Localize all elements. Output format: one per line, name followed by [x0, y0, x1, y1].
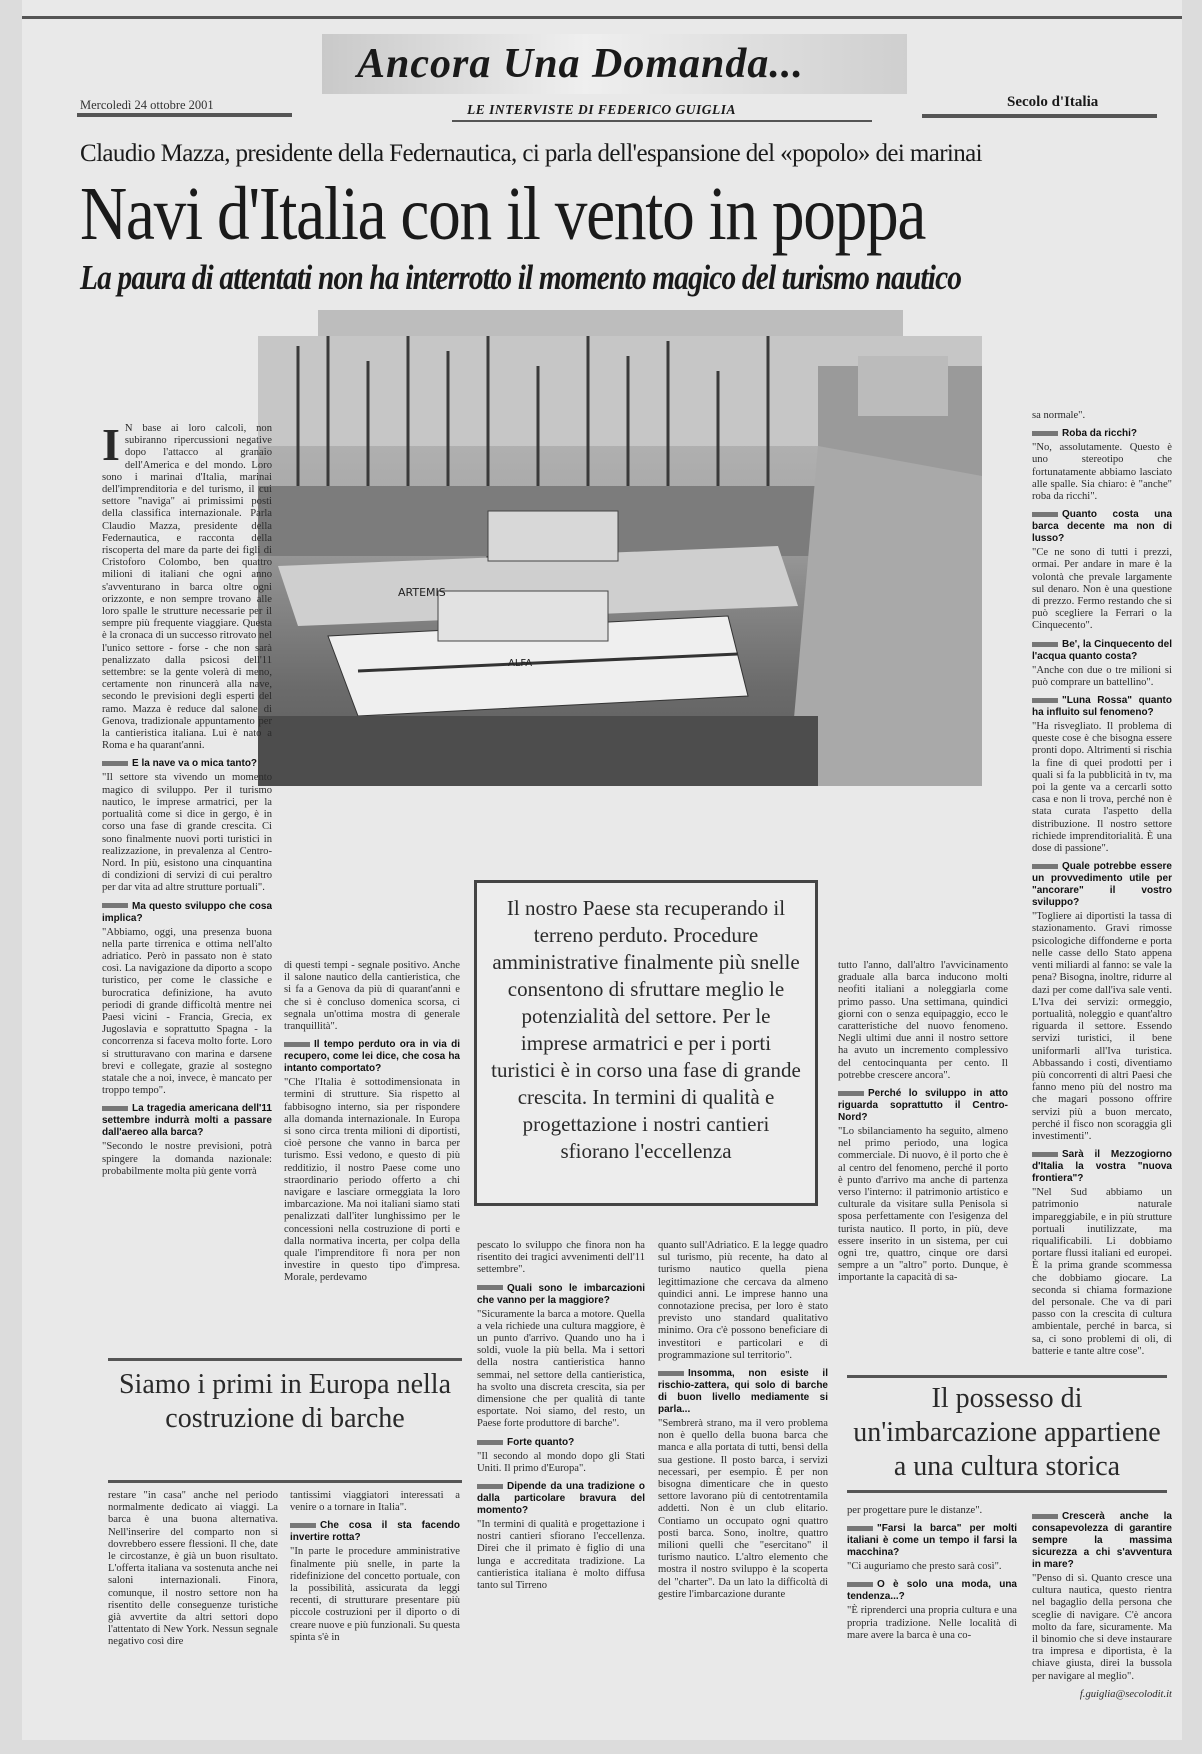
question-13: Roba da ricchi? — [1032, 428, 1172, 440]
signature: f.guiglia@secolodit.it — [1079, 1688, 1172, 1700]
column-6-top: sa normale". — [1032, 410, 1086, 421]
article-kicker: Claudio Mazza, presidente della Federnautica, ci parla dell'espansione del «popolo» dei marinai — [80, 140, 983, 167]
subtitle-rule — [452, 120, 872, 122]
question-2: Ma questo sviluppo che cosa implica? — [102, 900, 272, 924]
answer-10: "Lo sbilanciamento ha seguito, almeno nel primo periodo, una logica commerciale. Di nuovo, è il porto che è al centro del fenomeno, perché il porto è punto d'arrivo ma anche di partenza verso l'interno: il patrimonio artistico e culturale da visitare sulla Penisola si sposa perfettamente con l'esigenza del turista nautico. Il porto, in più, deve essere inserito in un sistema, per cui ogni tre, quattro, cinque ore darsi sempre a un "altro" porto. Dunque, è importante la capacità di sa- — [838, 1126, 1008, 1284]
newspaper-page — [22, 0, 1182, 1740]
answer-18: "Nel Sud abbiamo un patrimonio naturale impareggiabile, e in più strutture portuali inutilizzate, ma riqualificabili. Li dobbiamo portare flussi italiani ed europei. È la prima grande scommessa che dobbiamo giocare. La seconda si chiama formazione del personale. Che va di pari passo con la crescita di cultura ambientale, perché in barca, si sa, ci sono problemi di oli, di batterie e tante altre cose". — [1032, 1187, 1172, 1357]
column-5 — [838, 960, 1008, 1360]
question-19: Crescerà anche la consapevolezza di garantire sempre la massima sicurezza a chi s'avventura in mare? — [1032, 1511, 1172, 1570]
answer-4: "Che l'Italia è sottodimensionata in termini di strutture. Sia rispetto al fabbisogno interno, sia per rispondere alla domanda internazionale. In Europa si sono circa trenta milioni di diportisti, cioè persone che vanno in barca per turismo. Essi vedono, e questo di più redditizio, il nostro Paese come uno straordinario periodo offerto a chi navigare e lasciare ormeggiata la loro imbarcazione. Ma noi italiani siamo stati penalizzati dall'iter lunghissimo per le concessioni nella costruzione di porti e dalla normativa incerta, per colpa della quale l'imprenditore fi nora per non investire in questo tipo d'impresa. Morale, perdevamo — [284, 1077, 460, 1284]
boat-name-artemis: ARTEMIS — [398, 586, 446, 599]
question-18: Sarà il Mezzogiorno d'Italia la vostra "nuova frontiera"? — [1032, 1149, 1172, 1185]
column-6-bottom — [1032, 1505, 1172, 1730]
answer-8: "In termini di qualità e progettazione i nostri cantieri sfiorano l'eccellenza. Direi che il primato è figlio di una lunga e accreditata tradizione. La cantieristica italiana è molto diffusa tanto sul Tirreno — [477, 1519, 645, 1592]
question-1: E la nave va o mica tanto? — [102, 758, 272, 770]
question-17: Quale potrebbe essere un provvedimento utile per "ancorare" il vostro sviluppo? — [1032, 861, 1172, 909]
harbor-photo — [258, 336, 982, 786]
answer-16: "Ha risvegliato. Il problema di queste cose è che bisogna essere pronti dopo. Altrimenti si rischia la fine di quei prodotti per i quali si fa la pubblicità in tv, ma poi la gente va a cercarli sotto casa e non li trova, perché non è stata curata l'aspetto della distribuzione. Il nostro settore richiede imprenditorialità. È una dose di passione". — [1032, 721, 1172, 855]
header-date: Mercoledì 24 ottobre 2001 — [80, 98, 214, 112]
photo-frame-band — [318, 310, 903, 338]
answer-13: "No, assolutamente. Questo è uno stereotipo che fortunatamente abbiamo lasciato alle spalle. Sia chiaro: è "anche" roba da ricchi". — [1032, 442, 1172, 503]
series-subtitle: LE INTERVISTE DI FEDERICO GUIGLIA — [467, 102, 737, 117]
answer-19: "Penso di sì. Quanto cresce una cultura nautica, questo rientra nel bagaglio della persona che sceglie di navigare. C'è ancora molto da fare, sicuramente. Ma il binomio che si deve instaurare tra impresa e diportista, è la chiave giusta, direi la bussola per navigare al meglio". — [1032, 1573, 1172, 1682]
column-5b-top: per progettare pure le distanze". — [847, 1505, 983, 1516]
answer-17: "Togliere ai diportisti la tassa di stazionamento. Gravi rimosse psicologiche diffonderne e porta nelle casse dello Stato appena venti miliardi al fanno: se vale la pena? Bisogna, inoltre, ridurre al dazi per come dall'iva sale venti. L'Iva dei servizi: ormeggio, portualità, noleggio e quant'altro riguarda il settore. Essendo servizi turistici, il bene uniformarli all'Iva turistica. Abbassando i costi, diventiamo più concorrenti di altri Paesi che fanno meno più del nostro ma che magari possono offrire servizi più a buon mercato, perché il fisco non scoraggia gli investimenti". — [1032, 911, 1172, 1142]
column-4 — [658, 1240, 828, 1730]
answer-2: "Abbiamo, oggi, una presenza buona nella parte tirrenica e ottima nell'alto adriatico. Però in passato non è stato così. La navigazione da diporto a scopo turistico, per come le classiche e burocratica definizione, ha avuto periodi di grande difficoltà mentre nei Paesi vicini - Francia, Grecia, ex Jugoslavia e soprattutto Spagna - la concorrenza si faceva molto forte. Loro si strutturavano con marina e darsene brevi e collegate, grazie al sostegno statale che a noi, invece, è mancato per troppo tempo". — [102, 926, 272, 1097]
answer-1: "Il settore sta vivendo un momento magico di sviluppo. Per il turismo nautico, le imprese armatrici, per la portualità come si dice in gergo, è in corso una fase di grande crescita. Ci sono finalmente nuovi porti turistici in realizzazione, in prevalenza al Centro-Nord. In più, esistono una cinquantina di condizioni di servizi di cui peraltro per dar vita ad altre strutture portuali". — [102, 772, 272, 894]
right-quote-rule-top — [847, 1375, 1167, 1378]
answer-9: "Sembrerà strano, ma il vero problema non è quello della buona barca che manca e alla portata di tutti, bensì della sua gestione. Il posto barca, i servizi necessari, per esempio. È per non bisogna dimenticare che in questo settore lavorano più di centotrentamila addetti. Non è un club elitario. Contiamo un occupato ogni quattro posti barca. Sono, inoltre, quattro milioni quelli che "esercitano" il turismo nautico. L'altro elemento che mostra il nostro sviluppo è la scoperta del "charter". Da un lato la difficoltà di gestire l'imbarcazione durante — [658, 1418, 828, 1600]
answer-3-continued: restare "in casa" anche nel periodo normalmente dedicato ai viaggi. La barca è una buona alternativa. Nell'inserire del comparto non si dovrebbero essere flessioni. Il che, date le circostanze, è già un buon risultato. L'offerta italiana va sostenuta anche nei saloni internazionali. Finora, comunque, il nostro settore non ha risentito delle conseguenze turistiche già avvertite da altri settori dopo l'attentato di New York. Nessun segnale negativo così dire — [108, 1490, 278, 1648]
question-6: Che cosa il sta facendo invertire rotta? — [290, 1520, 460, 1544]
column-3-top: pescato lo sviluppo che finora non ha risentito dei tragici avvenimenti dell'11 settembre". — [477, 1240, 645, 1276]
question-15: Be', la Cinquecento del l'acqua quanto costa? — [1032, 638, 1172, 662]
column-1-bottom — [108, 1490, 278, 1730]
answer-14: "Ce ne sono di tutti i prezzi, ormai. Per andare in mare è la volontà che prevale largamente sul denaro. Non è una questione di prezzo. Fermo restando che si può scegliere la Ferrari o la Cinquecento". — [1032, 547, 1172, 632]
answer-5: "Sicuramente la barca a motore. Quella a vela richiede una cultura maggiore, è un punto d'arrivo. Quando uno ha i soldi, vuole la più bella. Ma i settori della nostra cantieristica hanno semmai, nel settore della cantieristica, ha svolto una discreta crescita, sia per dimensione che per qualità di tante esportate. Noi siamo, del resto, un Paese forte produttore di barche". — [477, 1308, 645, 1430]
question-4: Il tempo perduto ora in via di recupero, come lei dice, che cosa ha intanto comportato? — [284, 1039, 460, 1075]
question-10: Perché lo sviluppo in atto riguarda soprattutto il Centro-Nord? — [838, 1088, 1008, 1124]
question-8: Dipende da una tradizione o dalla particolare bravura del momento? — [477, 1481, 645, 1517]
column-2-bottom — [290, 1490, 460, 1730]
column-4-top: quanto sull'Adriatico. E la legge quadro sul turismo, più recente, ha dato al turismo nautico quella piena legittimazione che cercava da almeno quindici anni. Le imprese hanno una connotazione precisa, per loro è stato previsto uno standard qualitativo minimo. Ora c'è possono beneficiare di investitori e particolari e di programmazione sul territorio". — [658, 1240, 828, 1361]
answer-6: "In parte le procedure amministrative finalmente più snelle, in parte la ridefinizione del concetto portuale, con la possibilità, assicurata da leggi recenti, di strutturare presentare più piccole costruzioni per il diporto o di creare nuove e più funzionali. Su questa spinta s'è in — [290, 1546, 460, 1643]
answer-15: "Anche con due o tre milioni si può comprare un battellino". — [1032, 664, 1172, 688]
question-7: Forte quanto? — [477, 1437, 645, 1449]
date-underline — [77, 113, 292, 117]
boat-name-alfa: ALFA — [508, 658, 533, 669]
column-6 — [1032, 410, 1172, 1360]
intro-text: N base ai loro calcoli, non subiranno ripercussioni negative dopo l'attacco al granaio dell'America e del mondo. Loro sono i marinai d'Italia, marinai dell'imprenditoria e del turismo, il cui settore "naviga" ai primissimi posti della classifica internazionale. Parla Claudio Mazza, presidente della Federnautica, e racconta della riscoperta del mare da parte dei figli di Cristoforo Colombo, ben quattro milioni di italiani che ogni anno s'avventurano in barca oltre ogni orizzonte, e non sempre trovano alle loro spalle le strutture necessarie per il sempre più frequente viaggiare. Questa è la cronaca di un successo ritrovato nel l'unico settore - forse - che non sarà penalizzato dalla psicosi dell'11 settembre: se la gente volerà di meno, certamente non rinuncerà alla nave, secondo le previsioni degli esperti del ramo. Mazza è reduce dal salone di Genova, tradizionale appuntamento per la cantieristica italiana. Lui è nato a Roma e ha quarant'anni. — [102, 423, 272, 752]
answer-3: "Secondo le nostre previsioni, potrà spingere la domanda nazionale: probabilmente molta più gente vorrà — [102, 1141, 272, 1177]
column-3 — [477, 1240, 645, 1730]
answer-12: "È riprenderci una propria cultura e una propria tradizione. Nelle località di mare avere la barca è una co- — [847, 1605, 1017, 1641]
article-subheadline: La paura di attentati non ha interrotto il momento magico del turismo nautico — [80, 258, 962, 297]
left-quote-rule-bottom — [108, 1480, 462, 1483]
column-2-top: di questi tempi - segnale positivo. Anche il salone nautico della cantieristica, che si fa a Genova da più di quarant'anni e che si è concluso domenica scorsa, ci segnala un'ottima mostra di generale tranquillità". — [284, 960, 460, 1033]
question-12: O è solo una moda, una tendenza...? — [847, 1579, 1017, 1603]
top-rule — [22, 16, 1182, 19]
question-3: La tragedia americana dell'11 settembre indurrà molti a passare dall'aereo alla barca? — [102, 1103, 272, 1139]
question-5: Quali sono le imbarcazioni che vanno per la maggiore? — [477, 1282, 645, 1306]
dropcap: I — [102, 423, 120, 470]
column-1 — [102, 423, 272, 1363]
question-14: Quanto costa una barca decente ma non di lusso? — [1032, 509, 1172, 545]
publication-underline — [922, 114, 1157, 118]
article-headline: Navi d'Italia con il vento in poppa — [80, 172, 926, 256]
right-pull-quote: Il possesso di un'imbarcazione appartiene a una cultura storica — [853, 1383, 1161, 1482]
column-5-bottom — [847, 1505, 1017, 1730]
question-16: "Luna Rossa" quanto ha influito sul fenomeno? — [1032, 695, 1172, 719]
answer-11: "Ci auguriamo che presto sarà così". — [847, 1561, 1002, 1573]
series-title: Ancora Una Domanda... — [357, 41, 804, 87]
left-pull-quote: Siamo i primi in Europa nella costruzione di barche — [118, 1369, 452, 1434]
answer-7: "Il secondo al mondo dopo gli Stati Uniti. Il primo d'Europa". — [477, 1450, 645, 1474]
column-2b-top: tantissimi viaggiatori interessati a venire o a tornare in Italia". — [290, 1490, 460, 1514]
publication-name: Secolo d'Italia — [1007, 94, 1099, 110]
right-quote-rule-bottom — [847, 1490, 1167, 1493]
harbor-photo-illustration — [258, 336, 982, 786]
question-11: "Farsi la barca" per molti italiani è come un tempo il farsi la macchina? — [847, 1523, 1017, 1559]
column-2 — [284, 960, 460, 1345]
column-5-top: tutto l'anno, dall'altro l'avvicinamento graduale alla barca inducono molti neofiti italiani a noleggiarla come primo passo. Una settimana, quindici giorni con o senza equipaggio, ecco le caratteristiche del nuovo fenomeno. Negli ultimi due anni il nostro settore ha avuto un incremento complessivo del centocinquanta per cento. Il potrebbe crescere ancora". — [838, 960, 1008, 1081]
center-pull-quote: Il nostro Paese sta recuperando il terreno perduto. Procedure amministrative finalmente più snelle consentono di sfruttare meglio le potenzialità del settore. Per le imprese armatrici e per i porti turistici è in corso una fase di grande crescita. In termini di qualità e progettazione i nostri cantieri sfiorano l'eccellenza — [491, 896, 801, 1163]
question-9: Insomma, non esiste il rischio-zattera, qui solo di barche di buon livello mediamente si parla... — [658, 1368, 828, 1416]
